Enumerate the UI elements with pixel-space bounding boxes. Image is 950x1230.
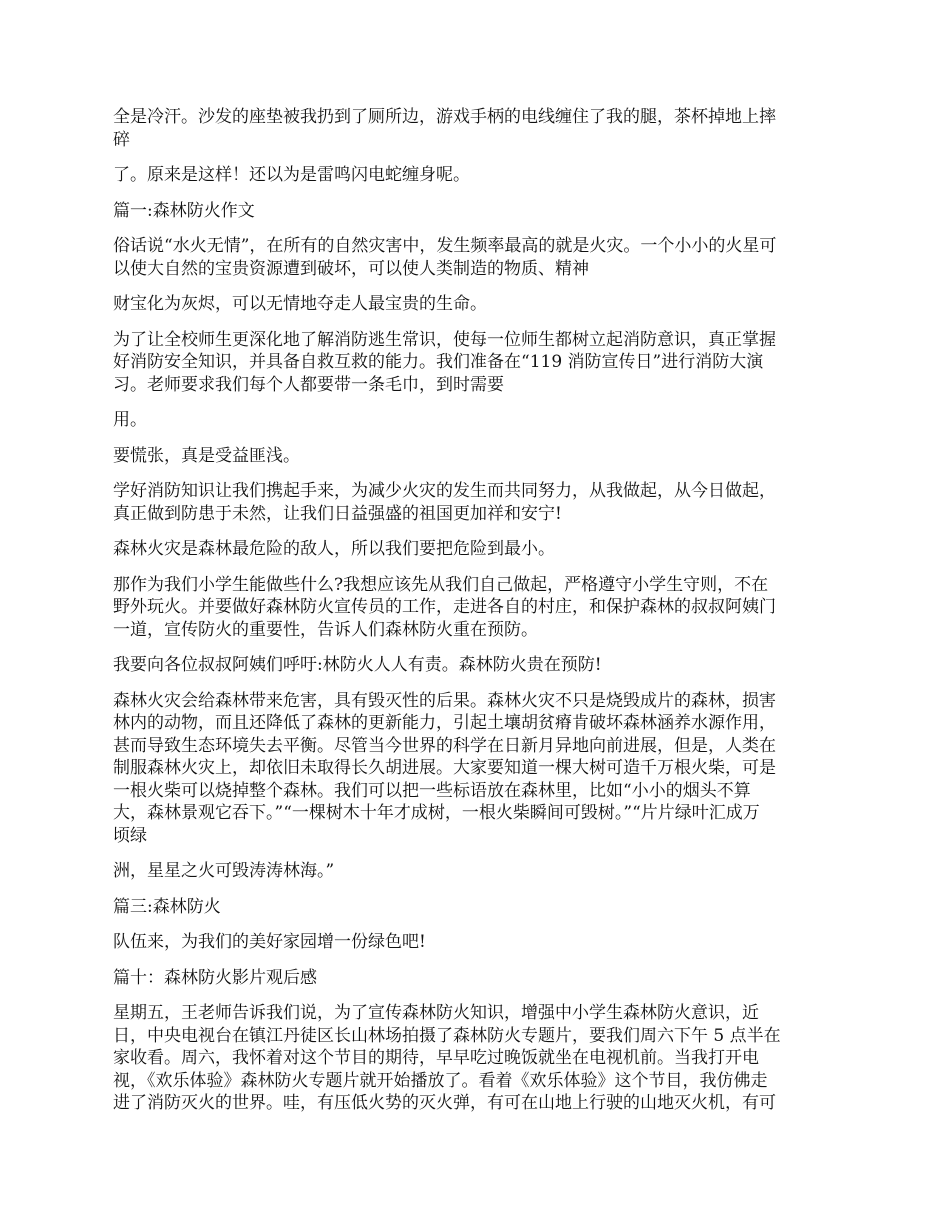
text-line: 森林火灾会给森林带来危害，具有毁灭性的后果。森林火灾不只是烧毁成片的森林，损害 <box>113 690 776 711</box>
paragraph <box>113 480 843 525</box>
paragraph <box>113 329 843 397</box>
text-line: 制服森林火灾上，却依旧未取得长久胡进展。大家要知道一棵大树可造千万根火柴，可是 <box>113 758 776 778</box>
paragraph <box>113 293 843 316</box>
text-line: 习。老师要求我们每个人都要带一条毛巾，到时需要 <box>113 374 504 395</box>
paragraph <box>113 106 843 151</box>
text-line: 队伍来，为我们的美好家园增一份绿色吧! <box>113 932 426 952</box>
text-line: 真正做到防患于未然，让我们日益强盛的祖国更加祥和安宁! <box>113 503 562 524</box>
text-line: 俗话说“水火无情”，在所有的自然灾害中，发生频率最高的就是火灾。一个小小的火星可 <box>113 236 777 256</box>
text-line: 林内的动物，而且还降低了森林的更新能力，引起土壤胡贫瘠肯破坏森林涵养水源作用， <box>113 713 776 733</box>
text-line: 篇十：森林防火影片观后感 <box>113 967 317 988</box>
paragraph <box>113 445 843 468</box>
text-line: 财宝化为灰烬，可以无情地夺走人最宝贵的生命。 <box>113 294 487 314</box>
text-line: 进了消防灭火的世界。哇，有压低火势的灭火弹，有可在山地上行驶的山地灭火机，有可 <box>113 1093 776 1113</box>
paragraph <box>113 200 843 223</box>
text-line: 星期五，王老师告诉我们说，为了宣传森林防火知识，增强中小学生森林防火意识，近 <box>113 1003 759 1023</box>
paragraph <box>113 164 843 187</box>
text-line: 视，《欢乐体验》森林防火专题片就开始播放了。看着《欢乐体验》这个节目，我仿佛走 <box>113 1070 768 1091</box>
text-line: 篇一:森林防火作文 <box>113 200 255 221</box>
text-line: 大，森林景观它吞下。”“一棵树木十年才成树，一根火柴瞬间可毁树。”“片片绿叶汇成万 <box>113 803 760 823</box>
text-line: 用。 <box>113 410 147 430</box>
text-line: 了。原来是这样！还以为是雷鸣闪电蛇缠身呢。 <box>113 165 470 185</box>
paragraph <box>113 690 843 848</box>
text-line: 日，中央电视台在镇江丹徒区长山林场拍摄了森林防火专题片，要我们周六下午 5 点半在 <box>113 1025 781 1046</box>
document-page <box>113 106 843 1128</box>
text-line: 顷绿 <box>113 825 147 846</box>
text-line: 我要向各位叔叔阿姨们呼吁:林防火人人有责。森林防火贵在预防! <box>113 655 602 675</box>
paragraph <box>113 654 843 677</box>
text-line: 碎 <box>113 129 130 150</box>
text-line: 一道，宣传防火的重要性，告诉人们森林防火重在预防。 <box>113 619 538 640</box>
text-line: 好消防安全知识，并具备自救互救的能力。我们准备在“119 消防宣传日”进行消防大演 <box>113 352 764 372</box>
text-line: 洲，星星之火可毁涛涛林海。” <box>113 861 335 881</box>
text-line: 那作为我们小学生能做些什么?我想应该先从我们自己做起，严格遵守小学生守则，不在 <box>113 574 769 595</box>
text-line: 篇三:森林防火 <box>113 896 221 917</box>
text-line: 为了让全校师生更深化地了解消防逃生常识，使每一位师生都树立起消防意识，真正掌握 <box>113 329 776 350</box>
text-line: 甚而导致生态环境失去平衡。尽管当今世界的科学在日新月异地向前进展，但是，人类在 <box>113 735 776 756</box>
text-line: 野外玩火。并要做好森林防火宣传员的工作，走进各自的村庄，和保护森林的叔叔阿姨门 <box>113 597 776 617</box>
text-line: 一根火柴可以烧掉整个森林。我们可以把一些标语放在森林里，比如“小小的烟头不算 <box>113 780 751 801</box>
paragraph <box>113 1002 843 1115</box>
text-line: 全是冷汗。沙发的座垫被我扔到了厕所边，游戏手柄的电线缠住了我的腿，茶杯掉地上摔 <box>113 107 776 127</box>
paragraph <box>113 409 843 432</box>
paragraph <box>113 967 843 990</box>
paragraph <box>113 931 843 954</box>
text-line: 学好消防知识让我们携起手来，为减少火灾的发生而共同努力，从我做起，从今日做起， <box>113 481 776 501</box>
paragraph <box>113 860 843 883</box>
paragraph <box>113 574 843 642</box>
paragraph <box>113 235 843 280</box>
text-line: 家收看。周六，我怀着对这个节目的期待，早早吃过晚饭就坐在电视机前。当我打开电 <box>113 1048 759 1068</box>
paragraph <box>113 896 843 919</box>
text-line: 要慌张，真是受益匪浅。 <box>113 445 300 466</box>
text-line: 以使大自然的宝贵资源遭到破坏，可以使人类制造的物质、精神 <box>113 258 589 279</box>
paragraph <box>113 538 843 561</box>
text-line: 森林火灾是森林最危险的敌人，所以我们要把危险到最小。 <box>113 539 555 559</box>
